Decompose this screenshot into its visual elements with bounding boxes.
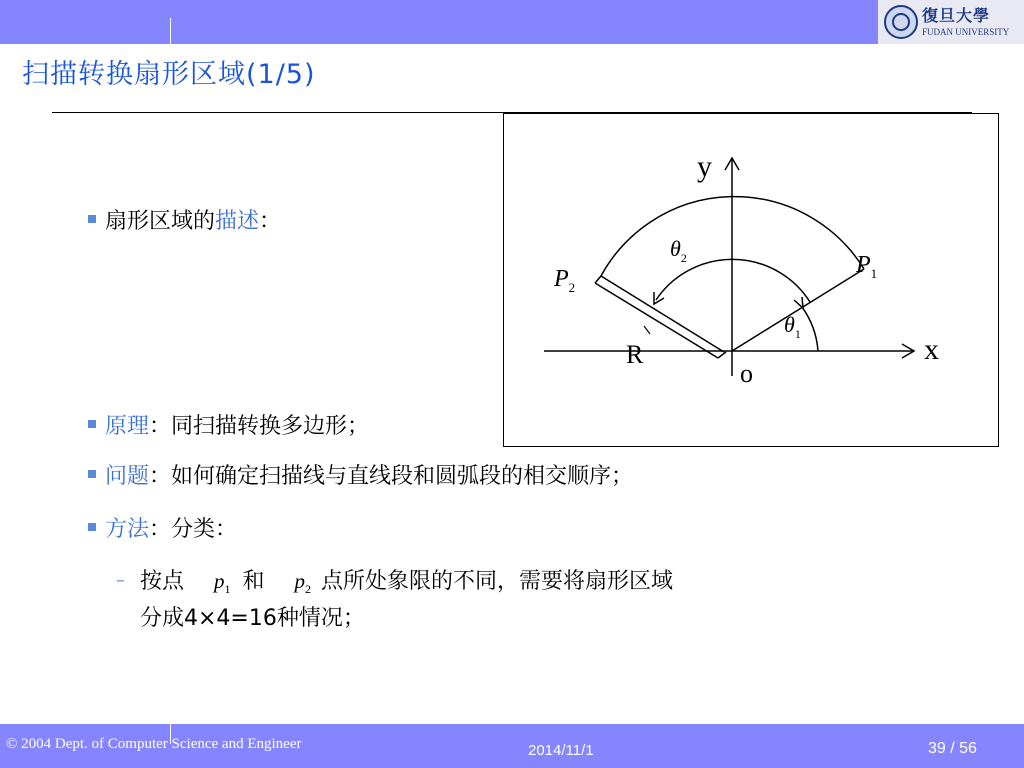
logo-chinese-name: 復旦大學 bbox=[922, 5, 991, 25]
sub-bullet-line-2: 分成4×4=16种情况； bbox=[140, 606, 365, 631]
p2-symbol: $p_2$ bbox=[294, 569, 312, 597]
bullet-square-icon bbox=[88, 420, 96, 428]
bullet-description: 扇形区域的描述： bbox=[88, 204, 281, 235]
bullet-method: 方法：分类： bbox=[88, 512, 237, 543]
sector-diagram bbox=[503, 113, 999, 447]
theta1-arrow-icon bbox=[794, 297, 803, 308]
p1-symbol: $p_1$ bbox=[214, 569, 231, 597]
logo-english-name: FUDAN UNIVERSITY bbox=[922, 26, 1010, 37]
radius-label: R bbox=[626, 340, 644, 369]
origin-label: o bbox=[740, 359, 753, 388]
footer-date: 2014/11/1 bbox=[528, 742, 594, 759]
sub-bullet-line-1: 按点 $p_1$ 和 $p_2$ 点所处象限的不同，需要将扇形区域 bbox=[140, 569, 674, 597]
p1-label: $P_1$ bbox=[856, 252, 878, 281]
bullet-problem: 问题：如何确定扫描线与直线段和圆弧段的相交顺序； bbox=[88, 459, 633, 490]
p2-label: $P_2$ bbox=[554, 266, 576, 295]
seal-icon bbox=[884, 5, 918, 39]
bullet-principle: 原理：同扫描转换多边形； bbox=[88, 409, 369, 440]
page-number: 39 / 56 bbox=[928, 740, 977, 757]
header-bar bbox=[0, 0, 1024, 44]
x-axis-label: x bbox=[924, 333, 939, 366]
theta1-label: $\theta_1$ bbox=[784, 312, 801, 341]
bullet-square-icon bbox=[88, 215, 96, 223]
bullet-square-icon bbox=[88, 470, 96, 478]
y-axis-label: y bbox=[697, 150, 712, 183]
slide-title: 扫描转换扇形区域(1/5) bbox=[22, 59, 316, 90]
header-divider bbox=[170, 18, 171, 44]
footer-bar bbox=[0, 724, 1024, 768]
bullet-square-icon bbox=[88, 523, 96, 531]
theta2-arc bbox=[656, 259, 810, 302]
radius-p2-edge bbox=[595, 283, 718, 358]
theta2-arrow-icon bbox=[654, 292, 664, 304]
university-logo bbox=[878, 0, 1024, 44]
theta1-arc bbox=[802, 307, 818, 351]
copyright-text: © 2004 Dept. of Computer Science and Engineer bbox=[6, 736, 302, 752]
theta2-label: $\theta_2$ bbox=[670, 236, 687, 265]
dash-marker: – bbox=[116, 570, 125, 591]
radius-p2 bbox=[601, 276, 724, 352]
